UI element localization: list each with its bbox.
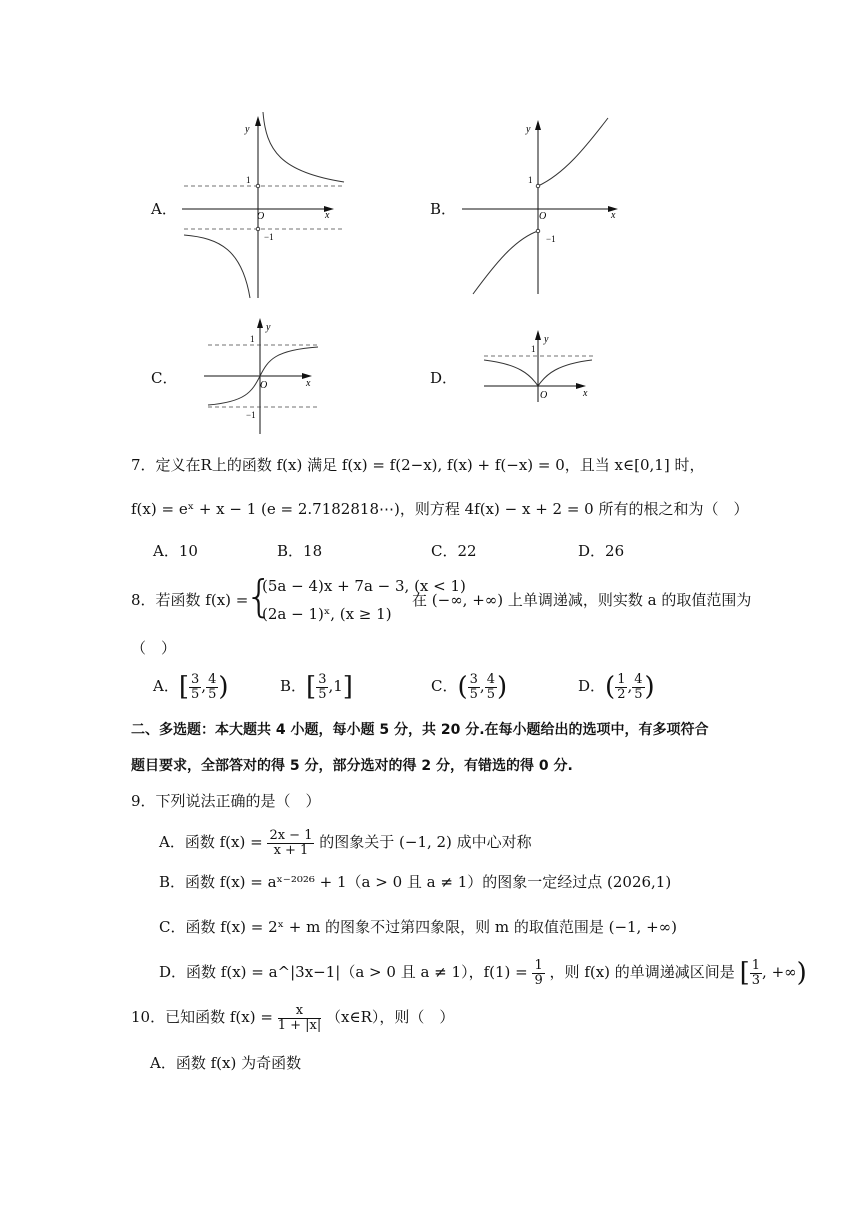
graph-a-p1: 1: [246, 175, 251, 185]
q7-option-b: B．18: [277, 542, 323, 560]
graph-c-label: C．: [151, 369, 178, 387]
graph-b: [460, 114, 630, 296]
graph-b-o: O: [539, 211, 547, 222]
graph-d-label: D．: [430, 369, 458, 387]
graph-b-m1: −1: [546, 234, 556, 244]
graph-c-y: y: [266, 322, 271, 333]
q10-stem: 10．已知函数 f(x) = $\frac{x}{1 + |x|}$ （x∈R），则（ ）: [131, 1002, 455, 1033]
q8-option-a: A．[ $\frac{3}{5}$ , $\frac{4}{5}$ ): [153, 671, 229, 702]
graph-d-p1: 1: [531, 344, 536, 354]
graph-a-y: y: [245, 124, 250, 135]
q8-brace: {: [245, 571, 273, 622]
q7-line2: f(x) = eˣ + x − 1 (e = 2.7182818⋯)，则方程 4f(x) − x + 2 = 0 所有的根之和为（ ）: [131, 500, 749, 518]
q9-stem: 9．下列说法正确的是（ ）: [131, 792, 321, 810]
section2-line2: 题目要求，全部答对的得 5 分，部分选对的得 2 分，有错选的得 0 分.: [131, 758, 573, 774]
q8-option-d: D．( $\frac{1}{2}$ , $\frac{4}{5}$ ): [578, 671, 655, 702]
graph-a-label: A．: [151, 200, 177, 218]
q9-option-d: D．函数 f(x) = a^|3x−1|（a > 0 且 a ≠ 1），f(1) = $\frac{1}{9}$ ，则 f(x) 的单调递减区间是 [ $\frac{1}{3}$ , +∞): [159, 957, 807, 988]
graph-a-x: x: [325, 210, 330, 221]
graph-d-x: x: [583, 388, 588, 399]
q8-suffix: 在 (−∞, +∞) 上单调递减，则实数 a 的取值范围为: [412, 591, 752, 609]
graph-c-p1: 1: [250, 334, 255, 344]
q7-line1: 7．定义在R上的函数 f(x) 满足 f(x) = f(2−x), f(x) + f(−x) = 0，且当 x∈[0,1] 时，: [131, 456, 705, 474]
q9-option-c: C．函数 f(x) = 2ˣ + m 的图象不过第四象限，则 m 的取值范围是 (−1, +∞): [159, 918, 678, 936]
graph-b-label: B．: [430, 200, 457, 218]
q8-case1: (5a − 4)x + 7a − 3, (x < 1): [262, 577, 466, 595]
q10-option-a: A．函数 f(x) 为奇函数: [150, 1054, 302, 1072]
q9-option-b: B．函数 f(x) = aˣ⁻²⁰²⁶ + 1（a > 0 且 a ≠ 1）的图象一定经过点 (2026,1): [159, 873, 672, 891]
q8-option-c: C．( $\frac{3}{5}$ , $\frac{4}{5}$ ): [431, 671, 508, 702]
q7-option-a: A．10: [153, 542, 198, 560]
q7-option-d: D．26: [578, 542, 625, 560]
graph-a-m1: −1: [264, 232, 274, 242]
graph-d-y: y: [544, 334, 549, 345]
q9-option-a: A．函数 f(x) = $\frac{2x - 1}{x + 1}$ 的图象关于 (−1, 2) 成中心对称: [159, 827, 532, 858]
graph-a-o: O: [257, 211, 265, 222]
q7-option-c: C．22: [431, 542, 477, 560]
graph-c-m1: −1: [246, 410, 256, 420]
graph-d-o: O: [540, 390, 548, 401]
q8-case2: (2a − 1)ˣ, (x ≥ 1): [262, 605, 392, 623]
q8-paren: （ ）: [131, 639, 177, 657]
graph-c-o: O: [260, 380, 268, 391]
graph-d: [480, 326, 600, 404]
graph-a: [180, 110, 350, 300]
graph-b-x: x: [611, 210, 616, 221]
graph-b-y: y: [526, 124, 531, 135]
section2-line1: 二、多选题：本大题共 4 小题，每小题 5 分，共 20 分.在每小题给出的选项中，有多项符合: [131, 722, 709, 738]
q8-prefix: 8．若函数 f(x) =: [131, 591, 249, 609]
graph-c: [200, 314, 330, 436]
q8-option-b: B．[ $\frac{3}{5}$ ,1]: [280, 671, 353, 702]
graph-c-x: x: [306, 378, 311, 389]
graph-b-p1: 1: [528, 175, 533, 185]
